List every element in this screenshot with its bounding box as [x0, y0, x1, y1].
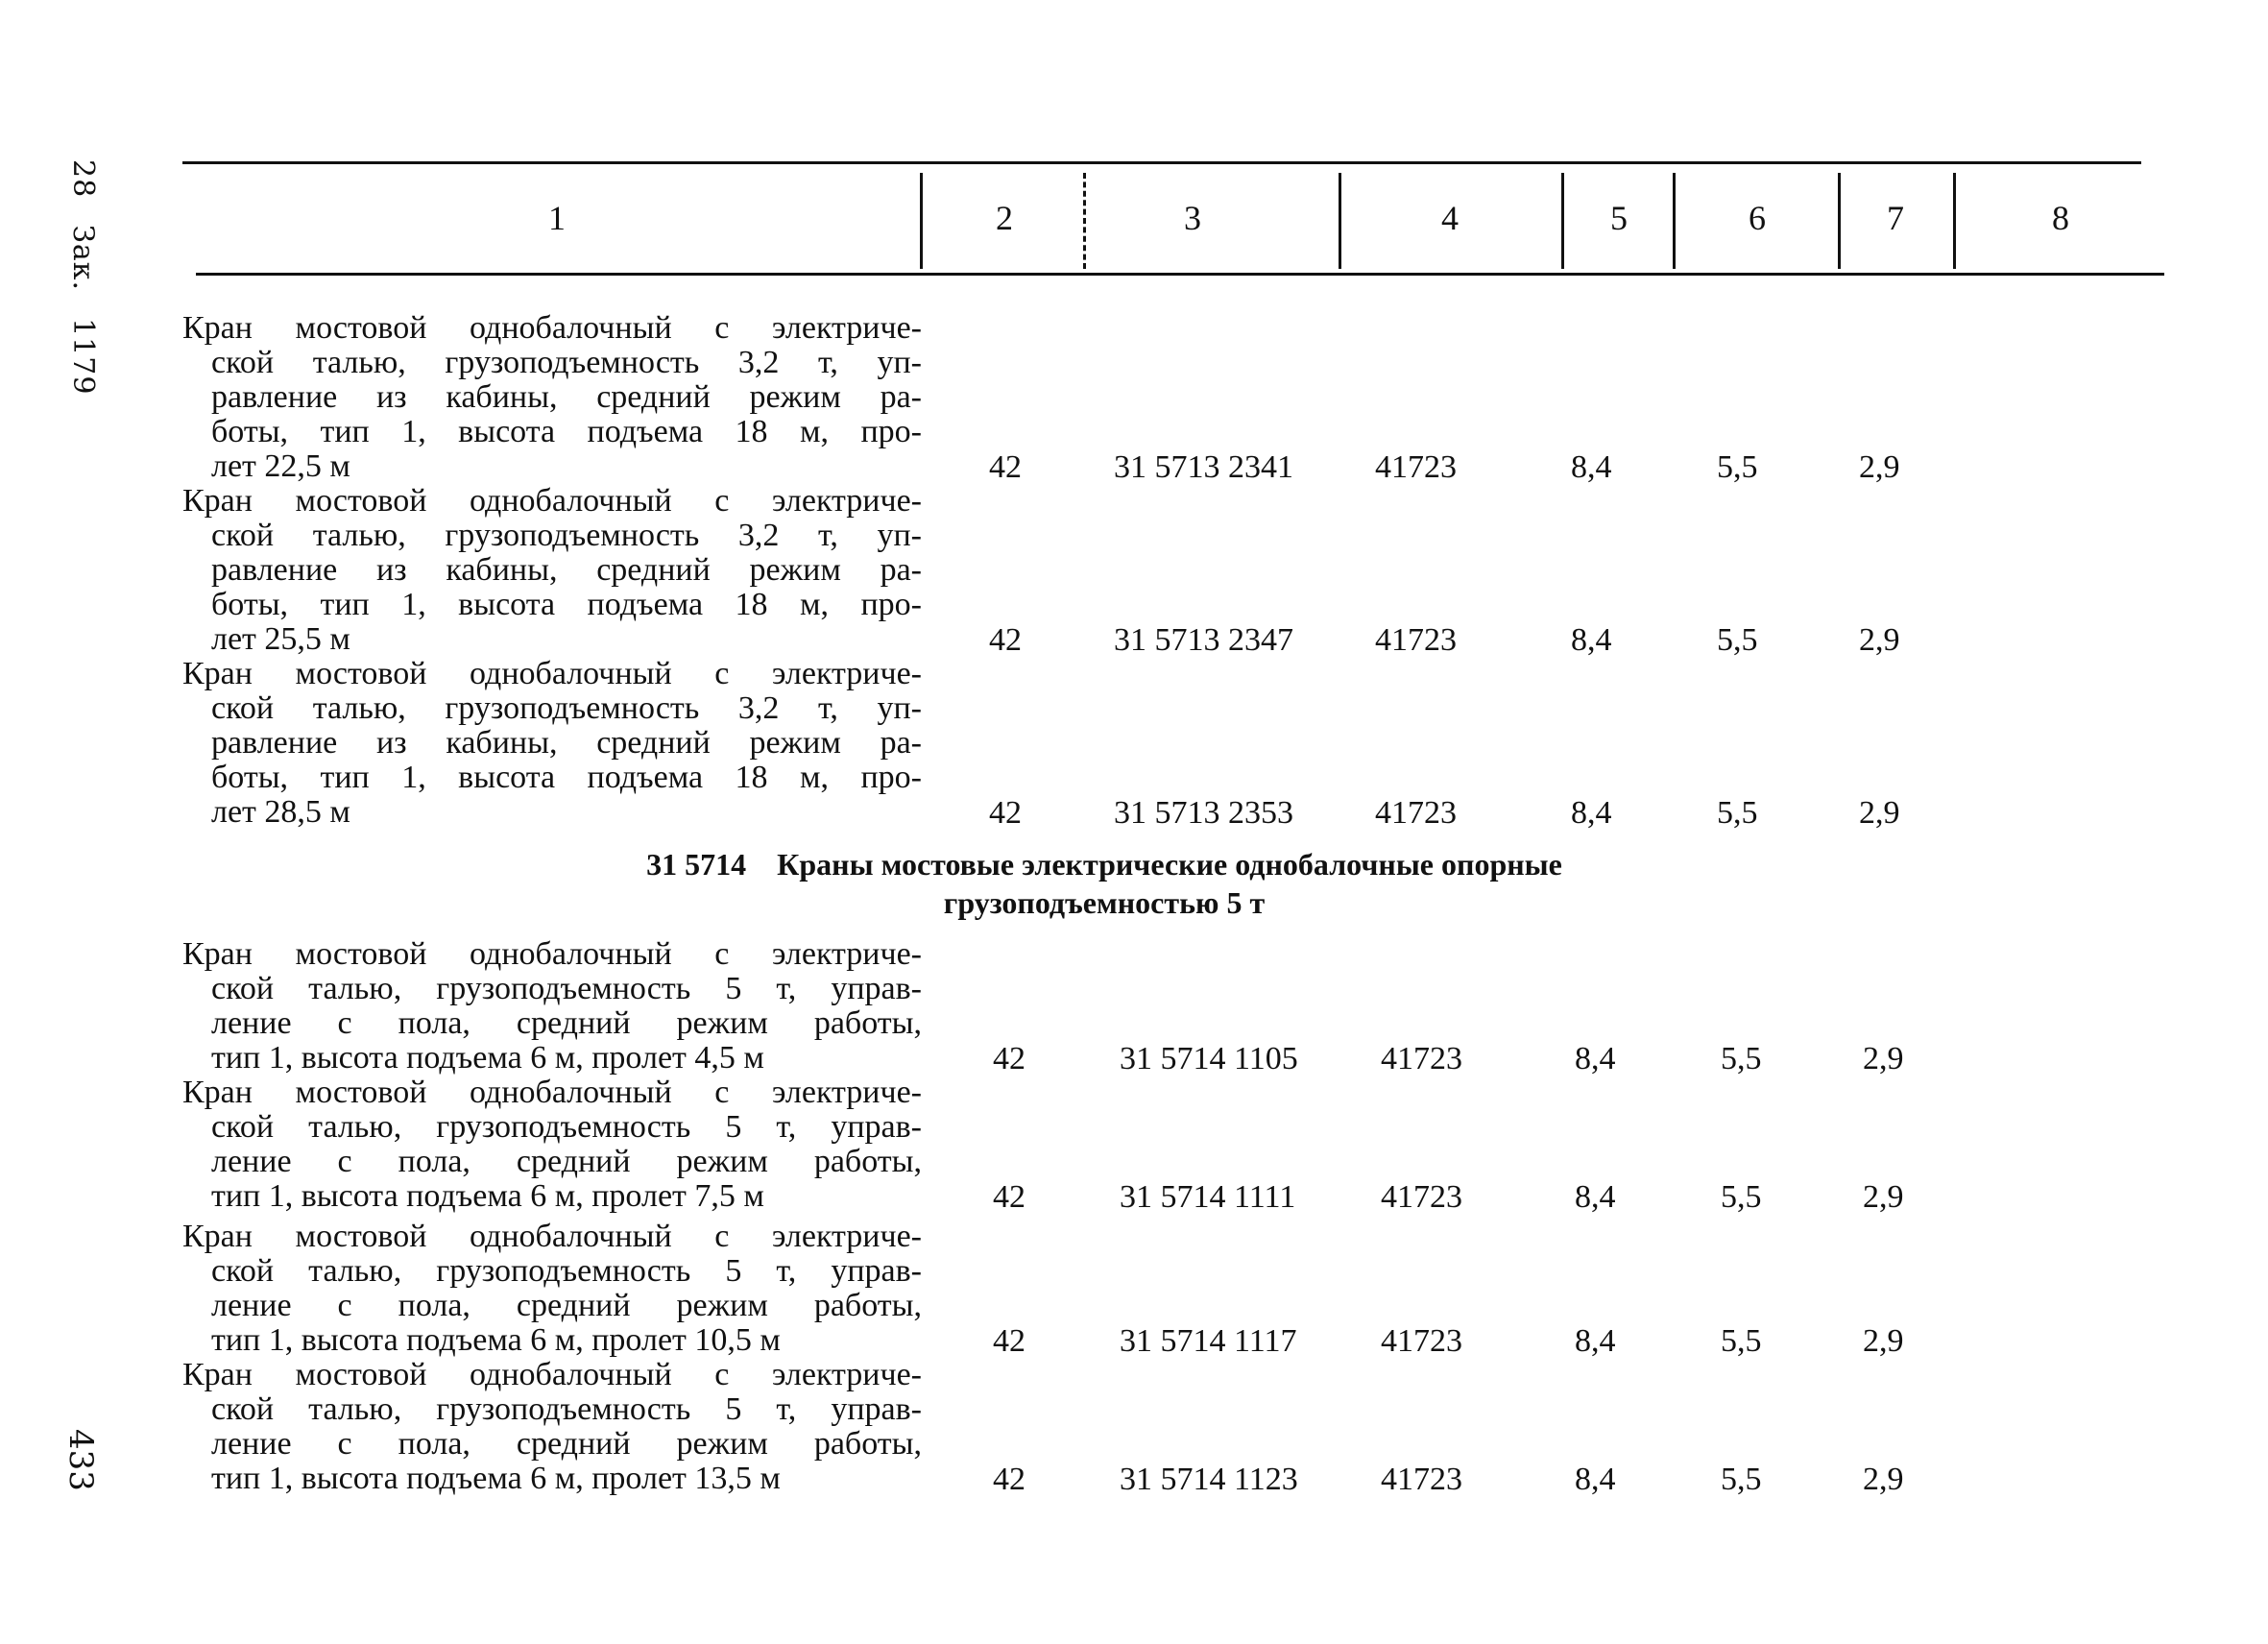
cell-col4: 41723	[1375, 449, 1457, 485]
column-header-7: 7	[1887, 199, 1904, 237]
order-label: Зак.	[66, 225, 100, 292]
row-description	[182, 311, 922, 484]
cell-col2: 42	[989, 795, 1022, 831]
description-line: ской талью, грузоподъемность 3,2 т, уп-	[211, 518, 922, 553]
cell-col6: 5,5	[1717, 449, 1758, 485]
cell-col4: 41723	[1381, 1462, 1462, 1497]
section-title	[480, 845, 1728, 922]
section-code: 31 5714	[646, 847, 747, 882]
cell-col4: 41723	[1381, 1323, 1462, 1359]
cell-col4: 41723	[1381, 1179, 1462, 1215]
description-line: Кран мостовой однобалочный с электриче-	[182, 483, 922, 519]
row-description	[182, 1220, 922, 1358]
cell-col3: 31 5713 2341	[1114, 449, 1293, 485]
cell-col2: 42	[993, 1041, 1025, 1076]
order-number: 1179	[66, 318, 100, 396]
cell-col3: 31 5714 1105	[1120, 1041, 1298, 1076]
cell-col7: 2,9	[1859, 449, 1900, 485]
cell-col5: 8,4	[1575, 1179, 1616, 1215]
description-line: ление с пола, средний режим работы,	[211, 1426, 922, 1462]
cell-col6: 5,5	[1721, 1462, 1762, 1497]
column-divider	[1838, 173, 1841, 269]
cell-col2: 42	[989, 622, 1022, 658]
cell-col2: 42	[993, 1462, 1025, 1497]
column-divider	[1083, 173, 1086, 269]
header-top-rule	[182, 161, 2141, 164]
order-prefix: 28	[66, 159, 100, 199]
description-line: Кран мостовой однобалочный с электриче-	[182, 1357, 922, 1392]
cell-col4: 41723	[1375, 795, 1457, 831]
cell-col7: 2,9	[1863, 1041, 1904, 1076]
column-header-1: 1	[548, 199, 566, 237]
cell-col5: 8,4	[1571, 449, 1612, 485]
description-line: ской талью, грузоподъемность 3,2 т, уп-	[211, 690, 922, 726]
cell-col2: 42	[989, 449, 1022, 485]
description-line: боты, тип 1, высота подъема 18 м, про-	[211, 760, 922, 795]
description-line: Кран мостовой однобалочный с электриче-	[182, 936, 922, 972]
description-line: Кран мостовой однобалочный с электриче-	[182, 310, 922, 346]
cell-col5: 8,4	[1575, 1323, 1616, 1359]
description-line: Кран мостовой однобалочный с электриче-	[182, 1075, 922, 1110]
cell-col2: 42	[993, 1323, 1025, 1359]
cell-col2: 42	[993, 1179, 1025, 1215]
cell-col7: 2,9	[1863, 1323, 1904, 1359]
column-divider	[1673, 173, 1676, 269]
description-line: ской талью, грузоподъемность 5 т, управ-	[211, 971, 922, 1006]
cell-col4: 41723	[1375, 622, 1457, 658]
cell-col5: 8,4	[1571, 795, 1612, 831]
row-description	[182, 1358, 922, 1496]
cell-col6: 5,5	[1721, 1041, 1762, 1076]
section-title-line2: грузоподъемностью 5 т	[943, 885, 1266, 920]
order-note	[66, 159, 100, 422]
column-divider	[1339, 173, 1341, 269]
cell-col6: 5,5	[1717, 622, 1758, 658]
header-bottom-rule	[196, 273, 2164, 276]
description-line: ление с пола, средний режим работы,	[211, 1005, 922, 1041]
column-divider	[920, 173, 923, 269]
cell-col6: 5,5	[1721, 1323, 1762, 1359]
column-header-4: 4	[1441, 199, 1459, 237]
description-line: ление с пола, средний режим работы,	[211, 1144, 922, 1179]
cell-col3: 31 5714 1123	[1120, 1462, 1298, 1497]
description-line: лет 25,5 м	[211, 621, 350, 657]
cell-col7: 2,9	[1863, 1179, 1904, 1215]
description-line: ской талью, грузоподъемность 5 т, управ-	[211, 1253, 922, 1289]
cell-col7: 2,9	[1859, 795, 1900, 831]
cell-col7: 2,9	[1863, 1462, 1904, 1497]
description-line: Кран мостовой однобалочный с электриче-	[182, 1219, 922, 1254]
description-line: лет 28,5 м	[211, 794, 350, 830]
column-header-6: 6	[1749, 199, 1766, 237]
description-line: равление из кабины, средний режим ра-	[211, 379, 922, 415]
cell-col6: 5,5	[1717, 795, 1758, 831]
cell-col5: 8,4	[1571, 622, 1612, 658]
row-description	[182, 937, 922, 1076]
cell-col3: 31 5714 1111	[1120, 1179, 1296, 1215]
description-line: ской талью, грузоподъемность 5 т, управ-	[211, 1109, 922, 1145]
description-line: ской талью, грузоподъемность 3,2 т, уп-	[211, 345, 922, 380]
section-title-line1: Краны мостовые электрические однобалочные опорные	[777, 847, 1562, 882]
column-divider	[1953, 173, 1956, 269]
column-header-2: 2	[996, 199, 1013, 237]
cell-col4: 41723	[1381, 1041, 1462, 1076]
column-header-8: 8	[2052, 199, 2069, 237]
cell-col5: 8,4	[1575, 1041, 1616, 1076]
row-description	[182, 657, 922, 830]
description-line: тип 1, высота подъема 6 м, пролет 4,5 м	[211, 1040, 764, 1076]
cell-col3: 31 5713 2347	[1114, 622, 1293, 658]
description-line: Кран мостовой однобалочный с электриче-	[182, 656, 922, 691]
description-line: лет 22,5 м	[211, 448, 350, 484]
description-line: тип 1, высота подъема 6 м, пролет 10,5 м	[211, 1322, 781, 1358]
description-line: ление с пола, средний режим работы,	[211, 1288, 922, 1323]
description-line: боты, тип 1, высота подъема 18 м, про-	[211, 587, 922, 622]
description-line: тип 1, высота подъема 6 м, пролет 13,5 м	[211, 1461, 781, 1496]
description-line: равление из кабины, средний режим ра-	[211, 725, 922, 761]
description-line: ской талью, грузоподъемность 5 т, управ-	[211, 1391, 922, 1427]
cell-col3: 31 5713 2353	[1114, 795, 1293, 831]
cell-col5: 8,4	[1575, 1462, 1616, 1497]
column-header-3: 3	[1184, 199, 1201, 237]
description-line: боты, тип 1, высота подъема 18 м, про-	[211, 414, 922, 449]
description-line: равление из кабины, средний режим ра-	[211, 552, 922, 588]
description-line: тип 1, высота подъема 6 м, пролет 7,5 м	[211, 1178, 764, 1214]
cell-col7: 2,9	[1859, 622, 1900, 658]
row-description	[182, 1076, 922, 1214]
page-number: 433	[61, 1429, 100, 1491]
row-description	[182, 484, 922, 657]
cell-col3: 31 5714 1117	[1120, 1323, 1297, 1359]
cell-col6: 5,5	[1721, 1179, 1762, 1215]
column-divider	[1561, 173, 1564, 269]
column-header-5: 5	[1610, 199, 1628, 237]
